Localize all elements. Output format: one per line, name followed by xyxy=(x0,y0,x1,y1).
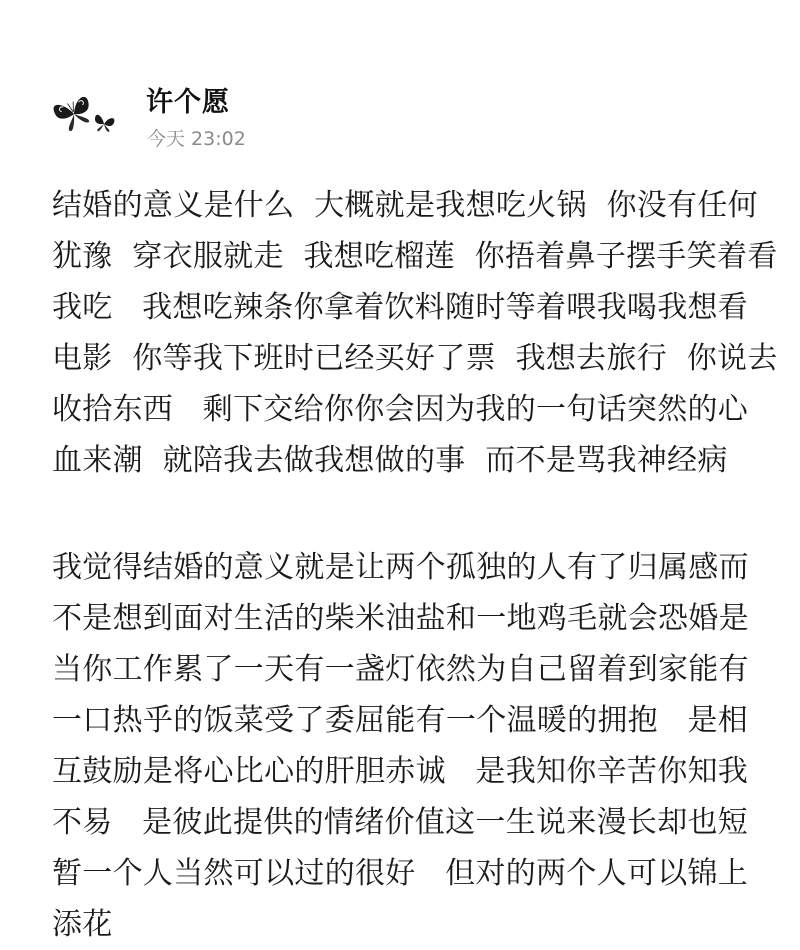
paragraph xyxy=(52,180,784,486)
text-line: 当你工作累了一天有一盏灯依然为自己留着到家能有 xyxy=(52,652,749,687)
text-line: 我觉得结婚的意义就是让两个孤独的人有了归属感而 xyxy=(52,550,749,585)
text-line: 电影 你等我下班时已经买好了票 我想去旅行 你说去 xyxy=(52,341,778,376)
text-line: 一口热乎的饭菜受了委屈能有一个温暖的拥抱 是相 xyxy=(52,703,749,738)
author-name[interactable]: 许个愿 xyxy=(146,87,230,118)
text-line: 我吃 我想吃辣条你拿着饮料随时等着喂我喝我想看 xyxy=(52,290,749,325)
text-line: 不易 是彼此提供的情绪价值这一生说来漫长却也短 xyxy=(52,805,749,840)
text-line: 收拾东西 剩下交给你你会因为我的一句话突然的心 xyxy=(52,392,749,427)
text-line: 暂一个人当然可以过的很好 但对的两个人可以锦上 xyxy=(52,856,749,891)
post-header xyxy=(52,76,752,156)
text-line: 不是想到面对生活的柴米油盐和一地鸡毛就会恐婚是 xyxy=(52,601,749,636)
paragraph-gap xyxy=(52,486,784,542)
post-timestamp: 今天 23:02 xyxy=(147,128,246,150)
text-line: 血来潮 就陪我去做我想做的事 而不是骂我神经病 xyxy=(52,443,728,478)
text-line: 添花 xyxy=(52,907,113,942)
text-line: 互鼓励是将心比心的肝胆赤诚 是我知你辛苦你知我 xyxy=(52,754,749,789)
avatar[interactable] xyxy=(52,84,122,144)
paragraph xyxy=(52,542,784,950)
post-body xyxy=(52,180,784,950)
butterfly-icon xyxy=(52,84,122,144)
text-line: 结婚的意义是什么 大概就是我想吃火锅 你没有任何 xyxy=(52,188,758,223)
text-line: 犹豫 穿衣服就走 我想吃榴莲 你捂着鼻子摆手笑着看 xyxy=(52,239,778,274)
